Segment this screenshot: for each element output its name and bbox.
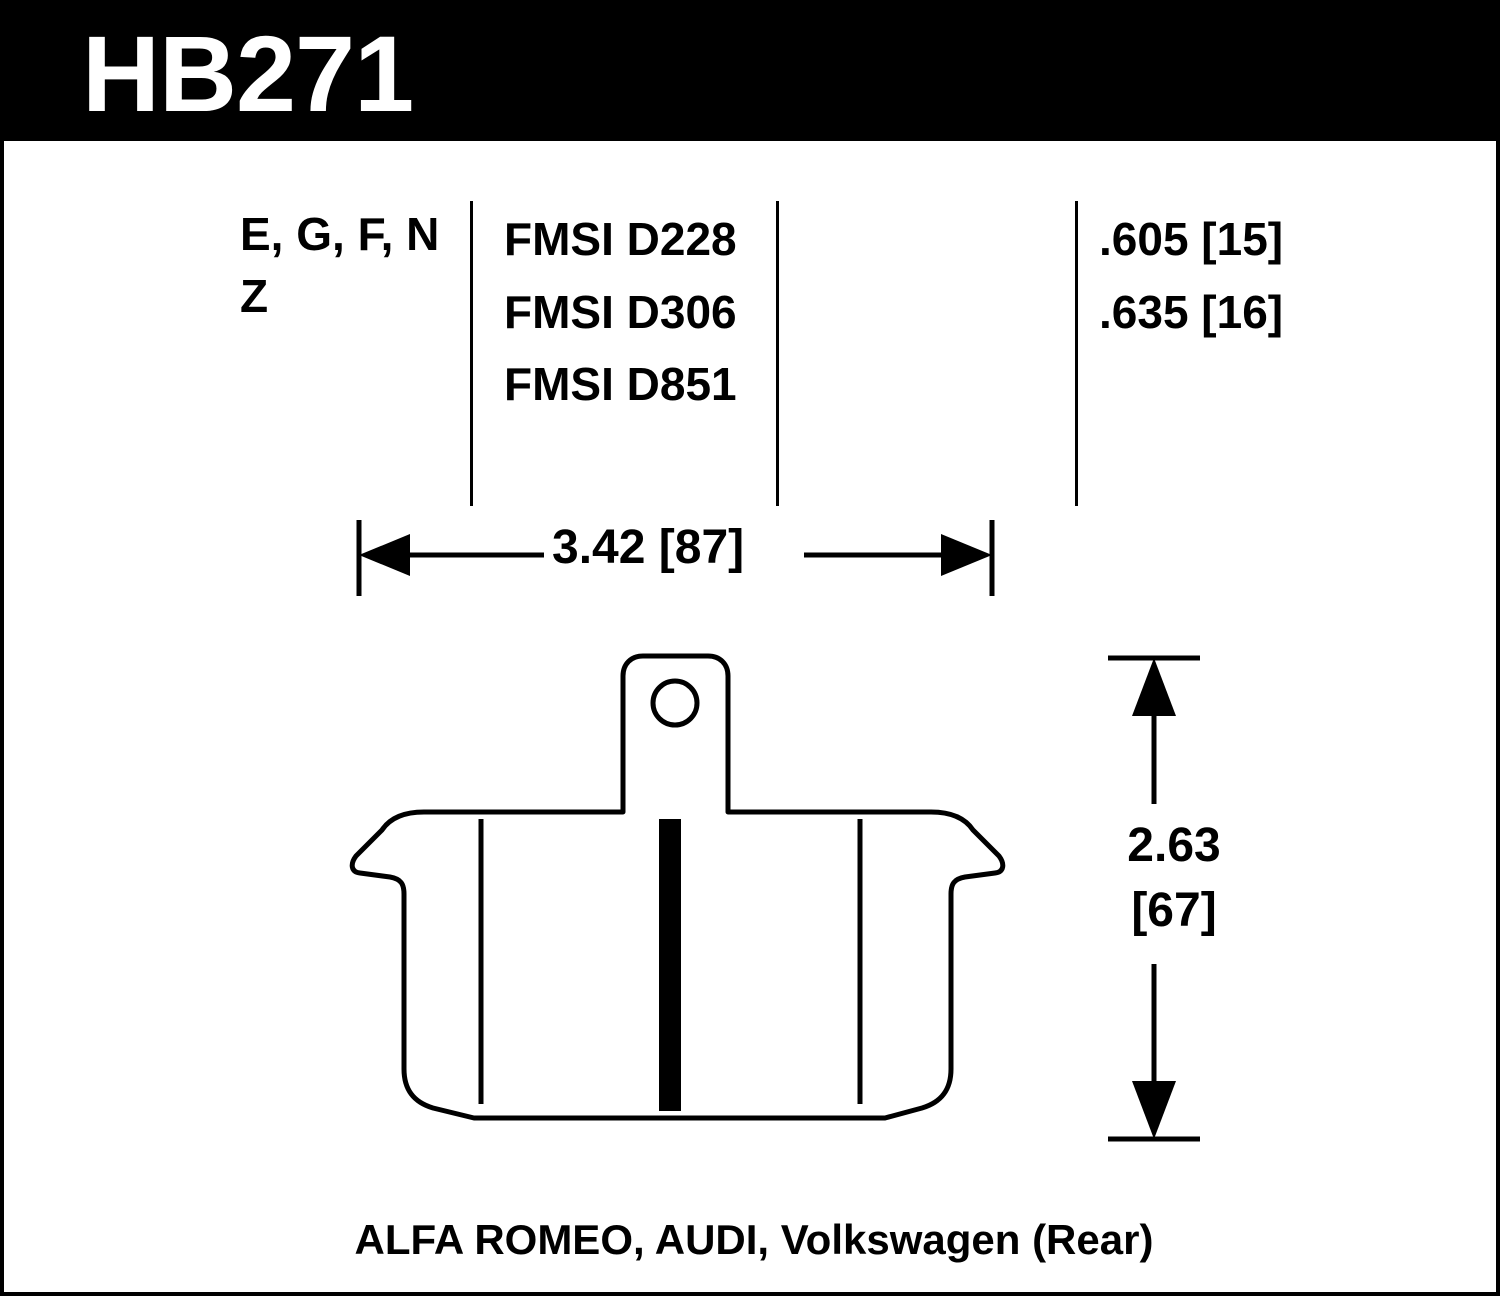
width-arrow-left-icon	[359, 534, 410, 576]
divider-middle	[776, 201, 779, 506]
fmsi-item: FMSI D306	[504, 285, 737, 338]
fmsi-item: FMSI D851	[504, 358, 737, 411]
pad-center-slot	[659, 819, 681, 1111]
fmsi-list	[504, 203, 766, 421]
thickness-list	[1099, 203, 1429, 348]
fmsi-item: FMSI D228	[504, 213, 737, 265]
thickness-item: .635 [16]	[1099, 285, 1284, 338]
pad-tab-hole	[653, 681, 697, 725]
divider-right	[1075, 201, 1078, 506]
height-dimension-label	[1084, 814, 1264, 944]
thickness-item: .605 [15]	[1099, 213, 1284, 265]
width-dimension-label: 3.42 [87]	[552, 521, 745, 574]
height-arrow-up-icon	[1132, 658, 1176, 716]
vehicle-applications: ALFA ROMEO, AUDI, Volkswagen (Rear)	[354, 1216, 1154, 1263]
divider-left	[470, 201, 473, 506]
height-dimension-inches: 2.63	[1127, 819, 1221, 872]
height-arrow-down-icon	[1132, 1081, 1176, 1139]
width-arrow-right-icon	[941, 534, 992, 576]
height-dimension-mm: [67]	[1131, 883, 1217, 937]
compound-codes-line-1: E, G, F, N	[240, 208, 440, 260]
compound-codes	[240, 203, 460, 327]
spec-row	[4, 141, 1500, 461]
brake-pad-outline	[352, 656, 1003, 1118]
compound-codes-line-2: Z	[240, 270, 269, 323]
page-title: HB271	[82, 13, 414, 134]
